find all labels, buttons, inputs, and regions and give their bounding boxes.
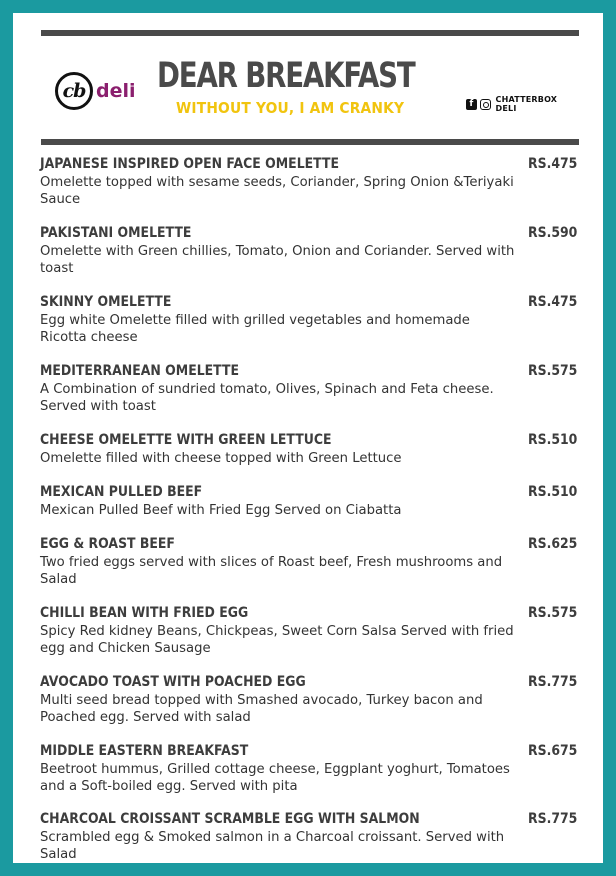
item-name: CHEESE OMELETTE WITH GREEN LETTUCE	[40, 432, 332, 448]
item-price: RS.775	[528, 674, 578, 690]
item-price: RS.475	[528, 294, 578, 310]
item-description: A Combination of sundried tomato, Olives, Spinach and Feta cheese. Served with toast	[40, 382, 494, 414]
top-divider	[41, 30, 579, 36]
item-name: CHARCOAL CROISSANT SCRAMBLE EGG WITH SALMON	[40, 811, 420, 827]
menu-header	[41, 43, 579, 129]
item-price: RS.510	[528, 432, 578, 448]
item-name: MIDDLE EASTERN BREAKFAST	[40, 743, 249, 759]
item-description: Omelette filled with cheese topped with Green Lettuce	[40, 451, 402, 466]
item-description: Omelette with Green chillies, Tomato, Onion and Coriander. Served with toast	[40, 244, 515, 276]
item-name: JAPANESE INSPIRED OPEN FACE OMELETTE	[40, 156, 339, 172]
instagram-icon	[480, 99, 491, 110]
header-divider	[41, 139, 579, 145]
item-name: EGG & ROAST BEEF	[40, 536, 175, 552]
item-description: Omelette topped with sesame seeds, Coriander, Spring Onion &Teriyaki Sauce	[40, 175, 514, 207]
item-price: RS.510	[528, 484, 578, 500]
item-name: SKINNY OMELETTE	[40, 294, 172, 310]
facebook-icon: f	[466, 99, 477, 110]
item-name: MEXICAN PULLED BEEF	[40, 484, 203, 500]
item-description: Multi seed bread topped with Smashed avocado, Turkey bacon and Poached egg. Served with salad	[40, 693, 483, 725]
item-description: Spicy Red kidney Beans, Chickpeas, Sweet Corn Salsa Served with fried egg and Chicken Sausage	[40, 624, 514, 656]
item-name: CHILLI BEAN WITH FRIED EGG	[40, 605, 249, 621]
logo	[55, 69, 136, 113]
item-description: Beetroot hummus, Grilled cottage cheese, Eggplant yoghurt, Tomatoes and a Soft-boiled egg. Served with pita	[40, 762, 510, 794]
logo-mark: cb	[55, 72, 93, 110]
social-handle: CHATTERBOX DELI	[495, 95, 558, 113]
item-price: RS.590	[528, 225, 578, 241]
item-price: RS.675	[528, 743, 578, 759]
item-description: Egg white Omelette filled with grilled vegetables and homemade Ricotta cheese	[40, 313, 470, 345]
item-name: PAKISTANI OMELETTE	[40, 225, 192, 241]
item-price: RS.575	[528, 363, 578, 379]
tagline: WITHOUT YOU, I AM CRANKY	[176, 99, 405, 117]
item-description: Two fried eggs served with slices of Roast beef, Fresh mushrooms and Salad	[40, 555, 503, 587]
item-description: Mexican Pulled Beef with Fried Egg Served on Ciabatta	[40, 503, 402, 518]
item-price: RS.475	[528, 156, 578, 172]
item-price: RS.775	[528, 811, 578, 827]
item-description: Scrambled egg & Smoked salmon in a Charcoal croissant. Served with Salad	[40, 830, 505, 862]
logo-word: deli	[96, 80, 136, 102]
social-links	[466, 95, 579, 113]
item-name: AVOCADO TOAST WITH POACHED EGG	[40, 674, 306, 690]
page-title: DEAR BREAKFAST	[157, 56, 415, 96]
item-price: RS.575	[528, 605, 578, 621]
item-name: MEDITERRANEAN OMELETTE	[40, 363, 239, 379]
item-price: RS.625	[528, 536, 578, 552]
